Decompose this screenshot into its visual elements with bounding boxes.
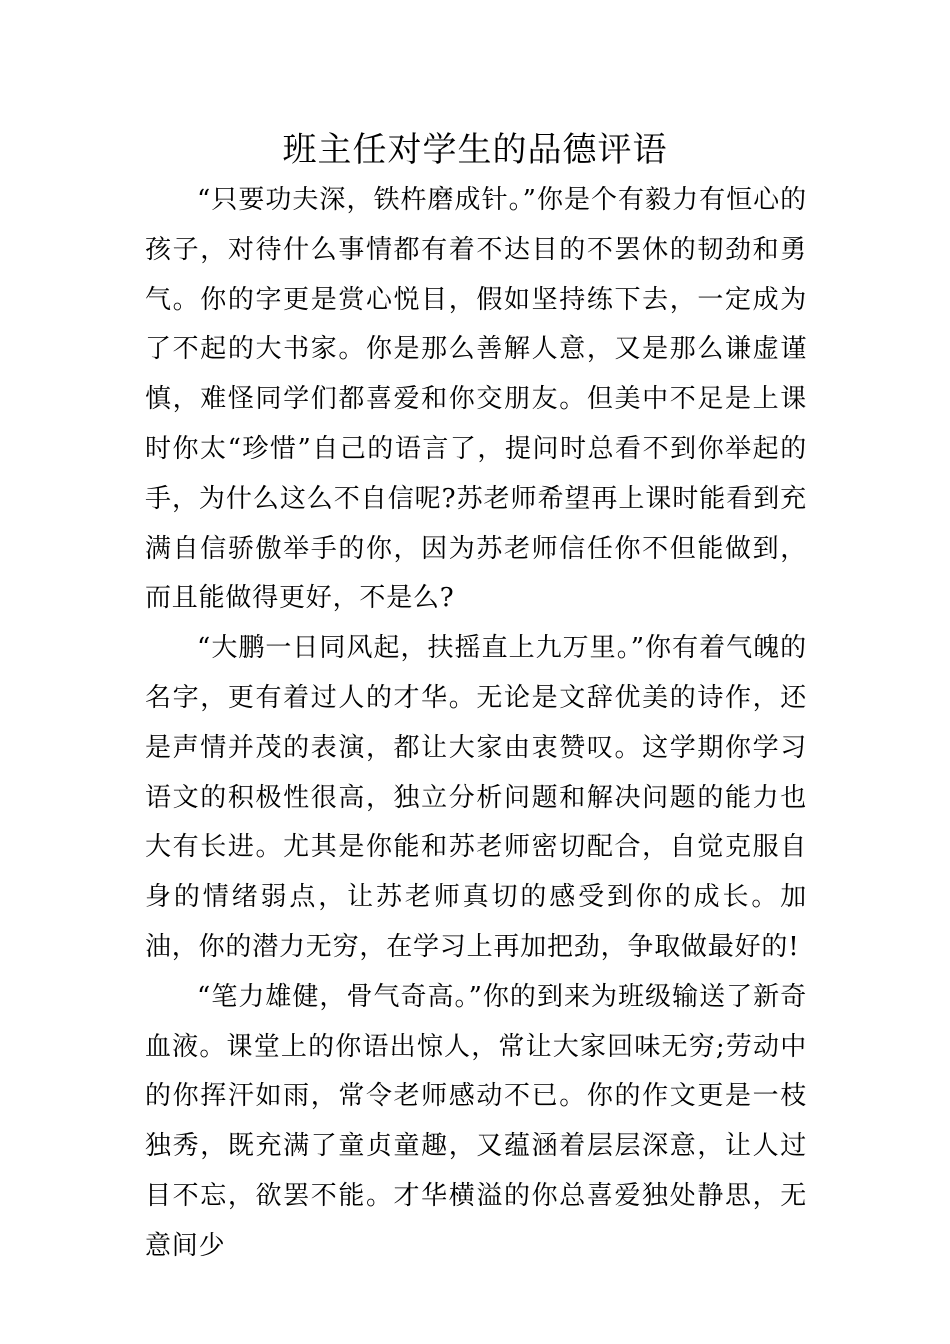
document-title: 班主任对学生的品德评语: [282, 130, 668, 170]
document-body: [145, 176, 807, 1272]
paragraph-3: “笔力雄健，骨气奇高。”你的到来为班级输送了新奇血液。课堂上的你语出惊人，常让大家回味无穷;劳动中的你挥汗如雨，常令老师感动不已。你的作文更是一枝独秀，既充满了童贞童趣，又蕴涵着层层深意，让人过目不忘，欲罢不能。才华横溢的你总喜爱独处静思，无意间少: [145, 981, 807, 1261]
paragraph-1: “只要功夫深，铁杵磨成针。”你是个有毅力有恒心的孩子，对待什么事情都有着不达目的不罢休的韧劲和勇气。你的字更是赏心悦目，假如坚持练下去，一定成为了不起的大书家。你是那么善解人意，又是那么谦虚谨慎，难怪同学们都喜爱和你交朋友。但美中不足是上课时你太“珍惜”自己的语言了，提问时总看不到你举起的手，为什么这么不自信呢?苏老师希望再上课时能看到充满自信骄傲举手的你，因为苏老师信任你不但能做到，而且能做得更好，不是么?: [145, 185, 807, 614]
paragraph-2: “大鹏一日同风起，扶摇直上九万里。”你有着气魄的名字，更有着过人的才华。无论是文辞优美的诗作，还是声情并茂的表演，都让大家由衷赞叹。这学期你学习语文的积极性很高，独立分析问题和解决问题的能力也大有长进。尤其是你能和苏老师密切配合，自觉克服自身的情绪弱点，让苏老师真切的感受到你的成长。加油，你的潜力无穷，在学习上再加把劲，争取做最好的!: [145, 633, 807, 962]
